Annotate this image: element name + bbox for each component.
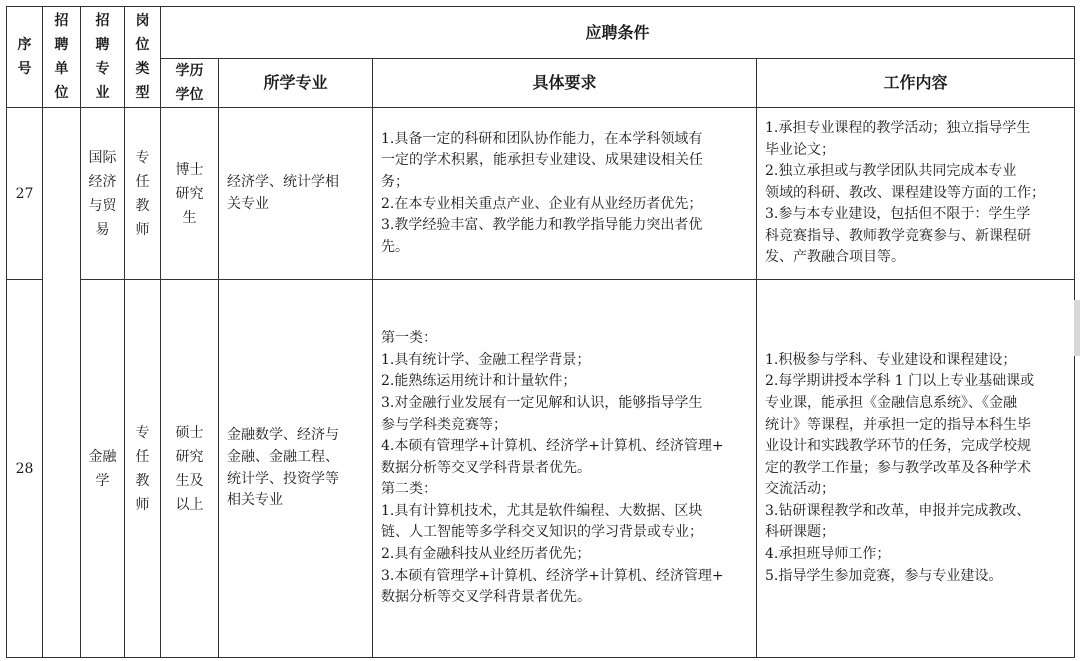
degree-line: 研究 bbox=[175, 185, 204, 202]
seq-cell: 27 bbox=[7, 108, 43, 280]
header-degree-line: 学位 bbox=[175, 87, 204, 103]
requirement-line: 先。 bbox=[381, 238, 409, 255]
duty-line: 发、产教融合项目等。 bbox=[765, 249, 905, 266]
requirement-line: 3.对金融行业发展有一定见解和认识，能够指导学生 bbox=[381, 394, 703, 411]
requirement-line: 2.在本专业相关重点产业、企业有从业经历者优先； bbox=[381, 195, 703, 212]
unit-cell bbox=[43, 108, 81, 658]
duty-line: 1.承担专业课程的教学活动；独立指导学生 bbox=[765, 119, 1031, 136]
duty-line: 1.积极参与学科、专业建设和课程建设； bbox=[765, 351, 1017, 368]
major-line: 学 bbox=[95, 472, 110, 489]
post-type-line: 教 bbox=[135, 472, 150, 489]
post-type-line: 教 bbox=[135, 197, 150, 214]
header-unit-line: 聘 bbox=[54, 37, 69, 53]
requirement-line: 数据分析等交叉学科背景者优先。 bbox=[381, 459, 591, 476]
header-major-line: 聘 bbox=[95, 37, 110, 53]
post-type-line: 专 bbox=[135, 149, 150, 166]
post-type-cell bbox=[125, 280, 161, 658]
duty-line: 定的教学工作量；参与教学改革及各种学术 bbox=[765, 459, 1031, 476]
duty-line: 专业课，能承担《金融信息系统》、《金融 bbox=[765, 394, 1017, 411]
requirement-line: 第二类： bbox=[381, 481, 437, 498]
field-line: 经济学、统计学相 bbox=[227, 173, 339, 190]
field-line: 关专业 bbox=[227, 195, 269, 212]
degree-line: 博士 bbox=[175, 161, 204, 178]
duties-cell bbox=[757, 280, 1075, 658]
requirement-line: 第一类： bbox=[381, 330, 437, 347]
table-row bbox=[7, 280, 1075, 658]
requirement-line: 3.教学经验丰富、教学能力和教学指导能力突出者优 bbox=[381, 217, 703, 234]
duty-line: 科竞赛指导、教师教学竞赛参与、新课程研 bbox=[765, 227, 1031, 244]
requirements-cell bbox=[373, 280, 757, 658]
requirement-line: 务； bbox=[381, 173, 409, 190]
requirement-line: 3.本硕有管理学+计算机、经济学+计算机、经济管理+ bbox=[381, 567, 724, 584]
requirements-cell bbox=[373, 108, 757, 280]
requirement-line: 1.具备一定的科研和团队协作能力，在本学科领域有 bbox=[381, 130, 703, 147]
duty-line: 2.独立承担或与教学团队共同完成本专业 bbox=[765, 163, 1017, 180]
header-seq-line: 序 bbox=[17, 37, 32, 53]
header-post-type bbox=[125, 7, 161, 108]
major-line: 与贸 bbox=[88, 197, 117, 214]
header-major-line: 业 bbox=[95, 85, 110, 101]
major-line: 易 bbox=[95, 221, 110, 238]
post-type-line: 任 bbox=[135, 448, 150, 465]
post-type-line: 师 bbox=[135, 221, 150, 238]
duty-line: 3.钻研课程教学和改革，申报并完成教改、 bbox=[765, 502, 1031, 519]
degree-cell bbox=[161, 280, 219, 658]
field-line: 金融数学、经济与 bbox=[227, 427, 339, 444]
recruitment-table bbox=[6, 6, 1075, 658]
header-unit-line: 位 bbox=[54, 85, 69, 101]
degree-line: 研究 bbox=[175, 448, 204, 465]
major-cell bbox=[81, 108, 125, 280]
header-unit-line: 单 bbox=[54, 61, 69, 77]
header-post-type-line: 位 bbox=[135, 37, 150, 53]
duty-line: 科研课题； bbox=[765, 524, 835, 541]
requirement-line: 4.本硕有管理学+计算机、经济学+计算机、经济管理+ bbox=[381, 438, 724, 455]
duty-line: 统计》等课程，并承担一定的指导本科生毕 bbox=[765, 416, 1031, 433]
header-major-line: 招 bbox=[95, 13, 110, 29]
field-cell bbox=[219, 280, 373, 658]
duty-line: 2.每学期讲授本学科 1 门以上专业基础课或 bbox=[765, 373, 1035, 390]
duty-line: 交流活动； bbox=[765, 481, 835, 498]
duty-line: 毕业论文； bbox=[765, 141, 835, 158]
post-type-cell bbox=[125, 108, 161, 280]
header-post-type-line: 类 bbox=[135, 61, 150, 77]
duty-line: 3.参与本专业建设，包括但不限于：学生学 bbox=[765, 206, 1031, 223]
header-major bbox=[81, 7, 125, 108]
duty-line: 4.承担班导师工作； bbox=[765, 546, 891, 563]
duty-line: 领域的科研、教改、课程建设等方面的工作； bbox=[765, 184, 1045, 201]
major-line: 金融 bbox=[88, 448, 117, 465]
header-seq bbox=[7, 7, 43, 108]
table-row bbox=[7, 108, 1075, 280]
header-duties: 工作内容 bbox=[757, 59, 1075, 108]
requirement-line: 数据分析等交叉学科背景者优先。 bbox=[381, 589, 591, 606]
header-degree bbox=[161, 59, 219, 108]
requirement-line: 1.具有计算机技术，尤其是软件编程、大数据、区块 bbox=[381, 502, 703, 519]
header-major-line: 专 bbox=[95, 61, 110, 77]
requirement-line: 链、人工智能等多学科交叉知识的学习背景或专业； bbox=[381, 524, 703, 541]
header-conditions: 应聘条件 bbox=[161, 7, 1075, 59]
degree-line: 以上 bbox=[175, 496, 204, 513]
degree-line: 硕士 bbox=[175, 424, 204, 441]
duties-cell bbox=[757, 108, 1075, 280]
requirement-line: 参与学科类竞赛等； bbox=[381, 416, 507, 433]
header-requirements: 具体要求 bbox=[373, 59, 757, 108]
field-line: 统计学、投资学等 bbox=[227, 470, 339, 487]
header-post-type-line: 岗 bbox=[135, 13, 150, 29]
requirement-line: 一定的学术积累，能承担专业建设、成果建设相关任 bbox=[381, 152, 703, 169]
header-unit-line: 招 bbox=[54, 13, 69, 29]
scroll-edge bbox=[1074, 300, 1080, 356]
field-line: 金融、金融工程、 bbox=[227, 448, 339, 465]
duty-line: 业设计和实践教学环节的任务，完成学校规 bbox=[765, 438, 1031, 455]
post-type-line: 专 bbox=[135, 424, 150, 441]
requirement-line: 2.能熟练运用统计和计量软件； bbox=[381, 373, 577, 390]
seq-cell: 28 bbox=[7, 280, 43, 658]
major-line: 经济 bbox=[88, 173, 117, 190]
header-degree-line: 学历 bbox=[175, 63, 204, 79]
duty-line: 5.指导学生参加竞赛，参与专业建设。 bbox=[765, 567, 1003, 584]
field-line: 相关专业 bbox=[227, 492, 283, 509]
degree-line: 生及 bbox=[175, 472, 204, 489]
post-type-line: 任 bbox=[135, 173, 150, 190]
degree-line: 生 bbox=[182, 209, 197, 226]
header-seq-line: 号 bbox=[17, 61, 32, 77]
requirement-line: 2.具有金融科技从业经历者优先； bbox=[381, 546, 591, 563]
major-cell bbox=[81, 280, 125, 658]
header-field: 所学专业 bbox=[219, 59, 373, 108]
major-line: 国际 bbox=[88, 149, 117, 166]
post-type-line: 师 bbox=[135, 496, 150, 513]
degree-cell bbox=[161, 108, 219, 280]
header-unit bbox=[43, 7, 81, 108]
header-post-type-line: 型 bbox=[135, 85, 150, 101]
field-cell bbox=[219, 108, 373, 280]
requirement-line: 1.具有统计学、金融工程学背景； bbox=[381, 351, 591, 368]
